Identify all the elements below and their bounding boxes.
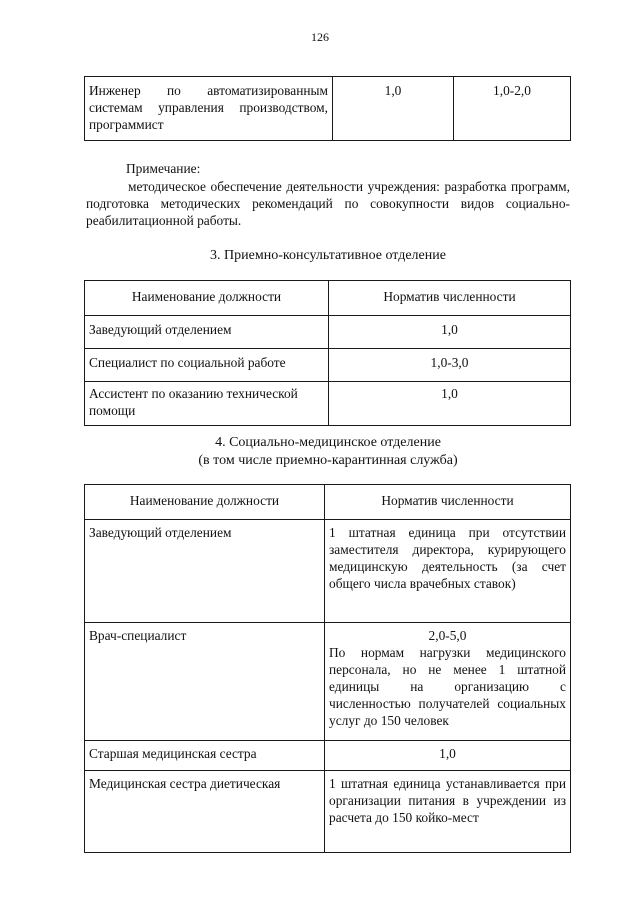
table-row (85, 77, 571, 141)
position-cell: Специалист по социальной работе (85, 349, 329, 382)
table-row (85, 382, 571, 426)
section-4-table (84, 484, 571, 853)
table-row (85, 741, 571, 771)
section-4-subheading: (в том числе приемно-карантинная служба) (198, 453, 458, 468)
norm-cell: 1 штатная единица устанавливается при организации питания в учреждении из расчета до 150 койко-мест (325, 771, 571, 853)
column-header: Норматив численности (329, 281, 571, 316)
section-4-heading: 4. Социально-медицинское отделение (215, 435, 441, 450)
norm-note: По нормам нагрузки медицинского персонала, но не менее 1 штатной единицы на организацию с численностью получателей социальных услуг до 150 человек (329, 645, 566, 728)
norm-cell (325, 623, 571, 741)
note-body: методическое обеспечение деятельности учреждения: разработка программ, подготовка методических рекомендаций по совокупности видов социально-реабилитационной работы. (86, 179, 570, 228)
table-row (85, 771, 571, 853)
position-cell: Медицинская сестра диетическая (85, 771, 325, 853)
table-row (85, 623, 571, 741)
norm-cell: 1 штатная единица при отсутствии заместителя директора, курирующего медицинскую деятельность (за счет общего числа врачебных ставок) (325, 520, 571, 623)
page-number: 126 (311, 30, 329, 44)
table-row (85, 316, 571, 349)
column-header: Наименование должности (85, 281, 329, 316)
position-cell: Заведующий отделением (85, 520, 325, 623)
position-cell: Инженер по автоматизированным системам управления производством, программист (85, 77, 333, 141)
table-header-row (85, 281, 571, 316)
norm-value: 2,0-5,0 (428, 628, 467, 643)
column-header: Норматив численности (325, 485, 571, 520)
norm-cell: 1,0 (329, 382, 571, 426)
table-row (85, 349, 571, 382)
position-cell: Старшая медицинская сестра (85, 741, 325, 771)
norm-cell: 1,0 (325, 741, 571, 771)
position-cell: Ассистент по оказанию технической помощи (85, 382, 329, 426)
section-3-table (84, 280, 571, 426)
norm-cell: 1,0-2,0 (454, 77, 571, 141)
norm-cell: 1,0 (333, 77, 454, 141)
section-3-heading: 3. Приемно-консультативное отделение (210, 248, 446, 263)
norm-cell: 1,0 (329, 316, 571, 349)
note-title: Примечание: (126, 161, 201, 176)
position-cell: Заведующий отделением (85, 316, 329, 349)
position-cell: Врач-специалист (85, 623, 325, 741)
top-table (84, 76, 571, 141)
table-header-row (85, 485, 571, 520)
norm-cell: 1,0-3,0 (329, 349, 571, 382)
table-row (85, 520, 571, 623)
column-header: Наименование должности (85, 485, 325, 520)
